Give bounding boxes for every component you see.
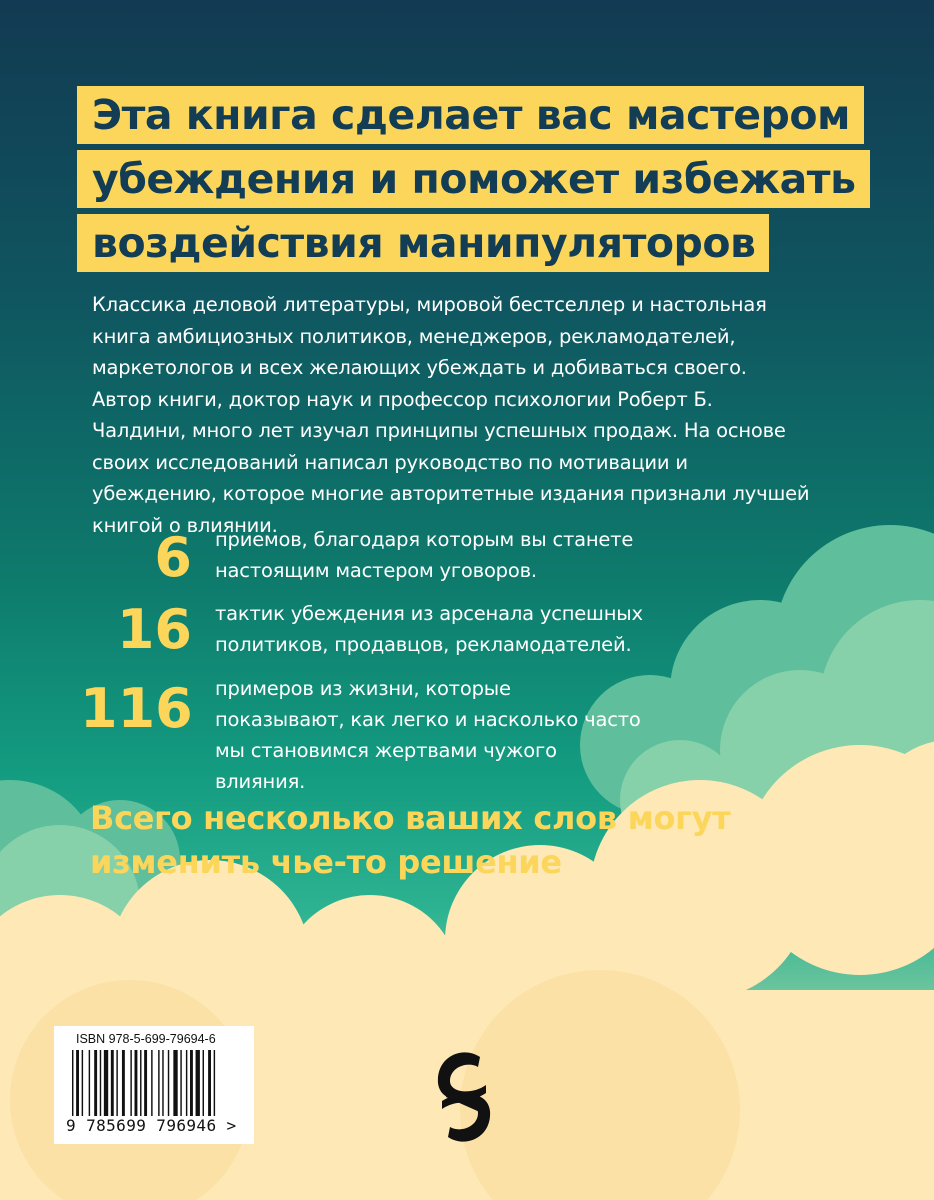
stat-text: примеров из жизни, которые показывают, как легко и насколько часто мы становимся жертвами чужого влияния. [215, 677, 641, 793]
closing-tagline: Всего несколько ваших слов могут изменить чье-то решение [90, 799, 731, 881]
book-description: Классика деловой литературы, мировой бестселлер и настольная книга амбициозных политиков, менеджеров, рекламодателей, маркетологов и всех желающих убеждать и добиваться своего. Автор книги, доктор наук и профессор психологии Роберт Б. Чалдини, много лет изучал принципы успешных продаж. На основе своих исследований написал руководство по мотивации и убеждению, которое многие авторитетные издания признали лучшей книгой о влиянии. [92, 293, 810, 537]
stat-text: приемов, благодаря которым вы станете настоящим мастером уговоров. [215, 528, 634, 582]
headline-line-3: воздействия манипуляторов [77, 214, 769, 272]
stat-number: 6 [154, 526, 192, 589]
stat-text: тактик убеждения из арсенала успешных политиков, продавцов, рекламодателей. [215, 602, 643, 656]
stat-number: 16 [116, 598, 192, 661]
isbn-digits: 9 785699 796946 > [66, 1116, 237, 1135]
stat-item [80, 673, 641, 793]
headline [77, 86, 870, 278]
barcode-box [54, 1026, 254, 1144]
isbn-label: ISBN 978-5-699-79694-6 [76, 1032, 216, 1046]
headline-line-1: Эта книга сделает вас мастером [77, 86, 864, 144]
eksmo-logo-icon [432, 1047, 496, 1147]
barcode-icon [72, 1050, 240, 1116]
headline-line-2: убеждения и поможет избежать [77, 150, 870, 208]
stat-number: 116 [80, 677, 193, 740]
